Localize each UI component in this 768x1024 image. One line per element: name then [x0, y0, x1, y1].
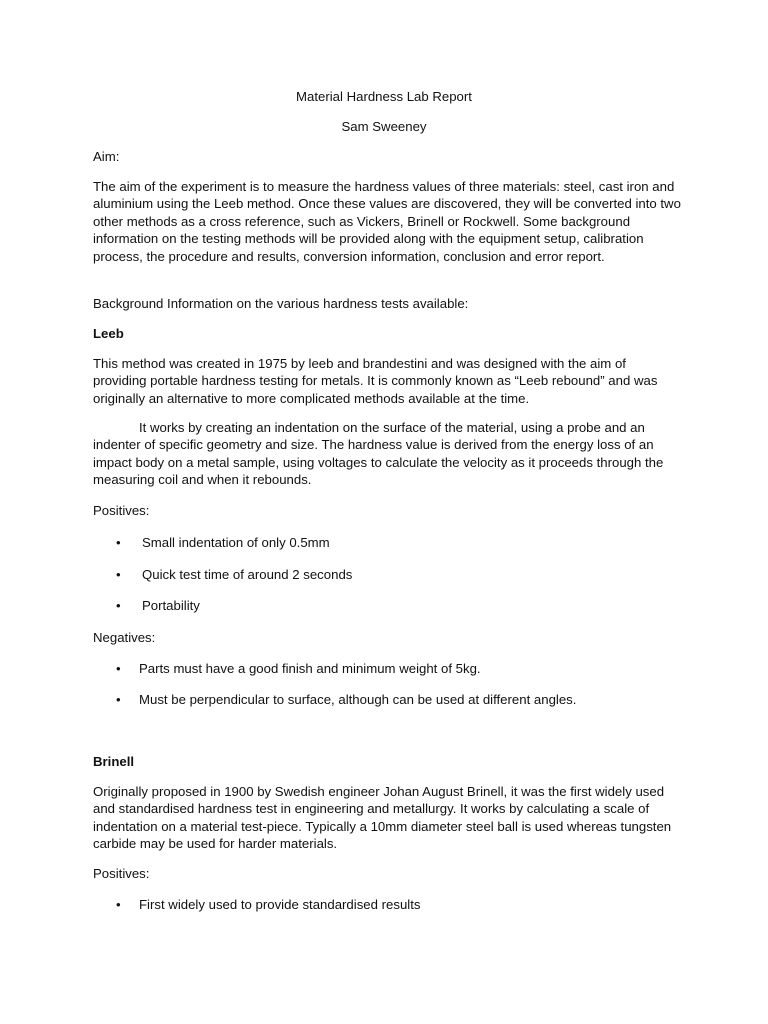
bullet-icon: •: [116, 567, 121, 582]
brinell-heading: Brinell: [93, 754, 135, 769]
bullet-icon: •: [116, 598, 121, 613]
leeb-paragraph-2: It works by creating an indentation on the surface of the material, using a probe and an indenter of specific geometry and size. The hardness value is derived from the energy loss of an impact body on a metal sample, using voltages to calculate the velocity as it proceeds through the measuring coil and when it rebounds.: [93, 420, 664, 488]
brinell-positives-label: Positives:: [93, 866, 150, 881]
leeb-negatives-label: Negatives:: [93, 630, 156, 645]
document-page: Material Hardness Lab Report Sam Sweeney Aim: The aim of the experiment is to measure the hardness values of three materials: steel, cast iron and aluminium using the Leeb method. Once these values are discovered, they will be converted into two other methods as a cross reference, such as Vickers, Brinell or Rockwell. Some background information on the testing methods will be provided along with the equipment setup, calibration process, the procedure and results, conversion information, conclusion and error report. Background Information on the various hardness tests available: Leeb This method was created in 1975 by leeb and brandestini and was designed with the aim of providing portable hardness testing for metals. It is commonly known as “Leeb rebound” and was originally an alternative to more complicated methods available at the time. It works by creating an indentation on the surface of the material, using a probe and an indenter of specific geometry and size. The hardness value is derived from the energy loss of an impact body on a metal sample, using voltages to calculate the velocity as it proceeds through the measuring coil and when it rebounds. Positives: • Small indentation of only 0.5mm • Quick test time of around 2 seconds • Portability Negatives: • Parts must have a good finish and minimum weight of 5kg. • Must be perpendicular to surface, although can be used at different angles. Brinell Originally proposed in 1900 by Swedish engineer Johan August Brinell, it was the first widely used and standardised hardness test in engineering and metallurgy. It works by calculating a scale of indentation on a material test-piece. Typically a 10mm diameter steel ball is used whereas tungsten carbide may be used for harder materials. Positives: • First widely used to provide standardised results: [0, 0, 768, 1024]
background-intro: Background Information on the various hardness tests available:: [93, 296, 469, 311]
aim-label: Aim:: [93, 149, 120, 164]
bullet-icon: •: [116, 661, 121, 676]
bullet-icon: •: [116, 692, 121, 707]
bullet-icon: •: [116, 897, 121, 912]
document-author: Sam Sweeney: [341, 119, 427, 134]
leeb-positives-label: Positives:: [93, 503, 150, 518]
document-title: Material Hardness Lab Report: [296, 89, 472, 104]
leeb-paragraph-1: This method was created in 1975 by leeb and brandestini and was designed with the aim of providing portable hardness testing for metals. It is commonly known as “Leeb rebound” and was originally an alternative to more complicated methods available at the time.: [93, 356, 658, 406]
brinell-paragraph-1: Originally proposed in 1900 by Swedish engineer Johan August Brinell, it was the first widely used and standardised hardness test in engineering and metallurgy. It works by calculating a scale of indentation on a material test-piece. Typically a 10mm diameter steel ball is used whereas tungsten carbide may be used for harder materials.: [93, 784, 672, 852]
leeb-heading: Leeb: [93, 326, 124, 341]
bullet-icon: •: [116, 535, 121, 550]
aim-paragraph: The aim of the experiment is to measure the hardness values of three materials: steel, cast iron and aluminium using the Leeb method. Once these values are discovered, they will be converted into two other methods as a cross reference, such as Vickers, Brinell or Rockwell. Some background information on the testing methods will be provided along with the equipment setup, calibration process, the procedure and results, conversion information, conclusion and error report.: [93, 179, 681, 264]
